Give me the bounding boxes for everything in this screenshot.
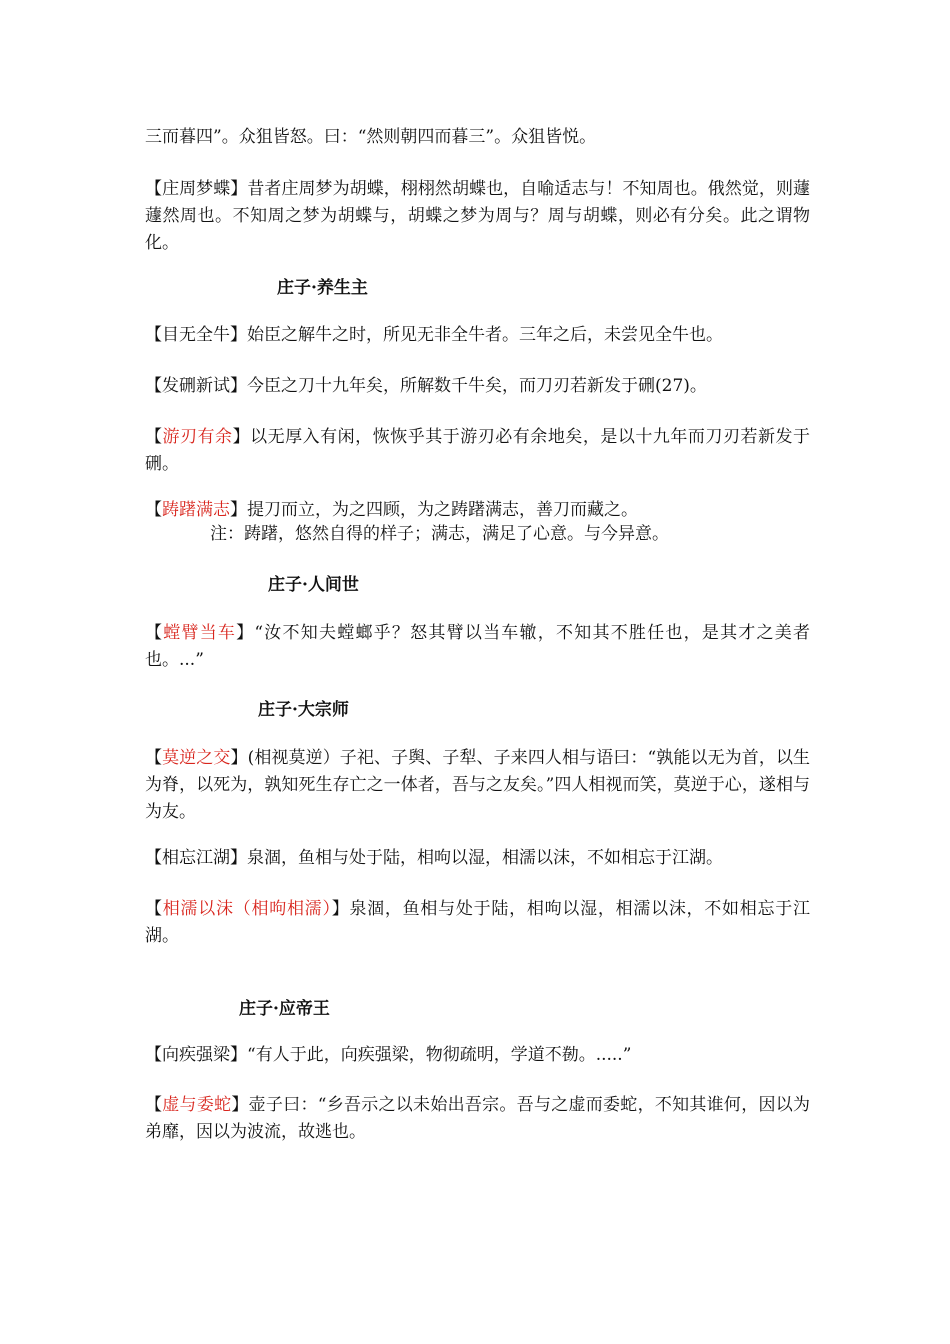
paragraph-monkeys-ending [145,124,810,151]
bracket-close: 】 [236,623,255,643]
entry-monizhijiao [145,745,810,826]
bracket-open: 【 [145,500,162,520]
entry-text: 始臣之解牛之时，所见无非全牛者。三年之后，未尝见全牛也。 [247,325,723,345]
entry-term-highlight: 莫逆之交 [162,748,231,768]
entry-term: 庄周梦蝶 [162,179,231,199]
bracket-close: 】 [232,427,251,447]
entry-text: (相视莫逆）子祀、子舆、子犁、子来四人相与语曰：“孰能以无为首，以生为脊，以死为，孰知死生存亡之一体者，吾与之友矣。”四人相视而笑，莫逆于心，遂相与为友。 [145,748,811,822]
entry-term-highlight: 虚与委蛇 [162,1095,232,1115]
bracket-open: 【 [145,427,163,447]
bracket-close: 】 [331,899,350,919]
entry-term-highlight: 相濡以沫（相呴相濡） [162,899,332,919]
bracket-close: 】 [230,376,247,396]
entry-chouchumanzhi [145,497,810,524]
entry-text: “汝不知夫螳螂乎？怒其臂以当车辙，不知其不胜任也，是其才之美者也。...” [145,623,810,670]
entry-text: 泉涸，鱼相与处于陆，相呴以湿，相濡以沫，不如相忘于江湖。 [247,848,723,868]
entry-text: “有人于此，向疾强梁，物彻疏明，学道不勌。.....” [247,1045,632,1065]
entry-xiangwangjianghu [145,845,810,872]
bracket-open: 【 [145,1095,163,1115]
bracket-close: 】 [230,1045,247,1065]
entry-term: 目无全牛 [162,325,230,345]
entry-term-highlight: 游刃有余 [162,427,233,447]
section-heading-dazongshi: 庄子·大宗师 [258,700,349,720]
section-heading-renjianshi: 庄子·人间世 [268,575,359,595]
bracket-close: 】 [230,179,248,199]
bracket-close: 】 [230,325,247,345]
bracket-close: 】 [230,500,247,520]
section-heading-yingdiwang: 庄子·应帝王 [239,999,330,1019]
entry-yourenyouyu [145,424,810,478]
bracket-open: 【 [145,848,162,868]
entry-text: 昔者庄周梦为胡蝶，栩栩然胡蝶也，自喻适志与！不知周也。俄然觉，则蘧蘧然周也。不知周之梦为胡蝶与，胡蝶之梦为周与？周与胡蝶，则必有分矣。此之谓物化。 [145,179,811,253]
bracket-open: 【 [145,899,163,919]
entry-xuyuweiyi [145,1092,810,1146]
bracket-open: 【 [145,748,163,768]
entry-note: 注：踌躇，悠然自得的样子；满志，满足了心意。与今异意。 [210,524,669,544]
entry-xiangruyimo [145,896,810,950]
bracket-close: 】 [230,748,248,768]
entry-text: 泉涸，鱼相与处于陆，相呴以湿，相濡以沫，不如相忘于江湖。 [145,899,811,946]
paragraph-text: 三而暮四”。众狙皆怒。曰：“然则朝四而暮三”。众狙皆悦。 [145,127,597,147]
entry-text: 壶子曰：“乡吾示之以未始出吾宗。吾与之虚而委蛇，不知其谁何，因以为弟靡，因以为波流，故逃也。 [145,1095,811,1142]
bracket-open: 【 [145,623,164,643]
entry-term-highlight: 踌躇满志 [162,500,230,520]
entry-term: 向疾强梁 [162,1045,230,1065]
bracket-close: 】 [230,848,247,868]
entry-tangbidangche [145,620,810,674]
entry-zhuangzhou-dream [145,176,810,257]
bracket-open: 【 [145,179,163,199]
entry-text: 提刀而立，为之四顾，为之踌躇满志，善刀而藏之。 [247,500,638,520]
bracket-open: 【 [145,325,162,345]
entry-text: 以无厚入有闲，恢恢乎其于游刃必有余地矣，是以十九年而刀刃若新发于硎。 [145,427,811,474]
bracket-open: 【 [145,376,162,396]
bracket-close: 】 [231,1095,249,1115]
entry-faxingxinshi [145,373,810,400]
entry-term: 相忘江湖 [162,848,230,868]
section-heading-yangshengzhu: 庄子·养生主 [277,278,368,298]
entry-text: 今臣之刀十九年矣，所解数千牛矣，而刀刃若新发于硎(27)。 [247,376,707,396]
entry-xiangjiqiangliang [145,1042,810,1069]
entry-term: 发硎新试 [162,376,230,396]
entry-term-highlight: 螳臂当车 [163,623,237,643]
bracket-open: 【 [145,1045,162,1065]
entry-muwuquanniu [145,322,810,349]
